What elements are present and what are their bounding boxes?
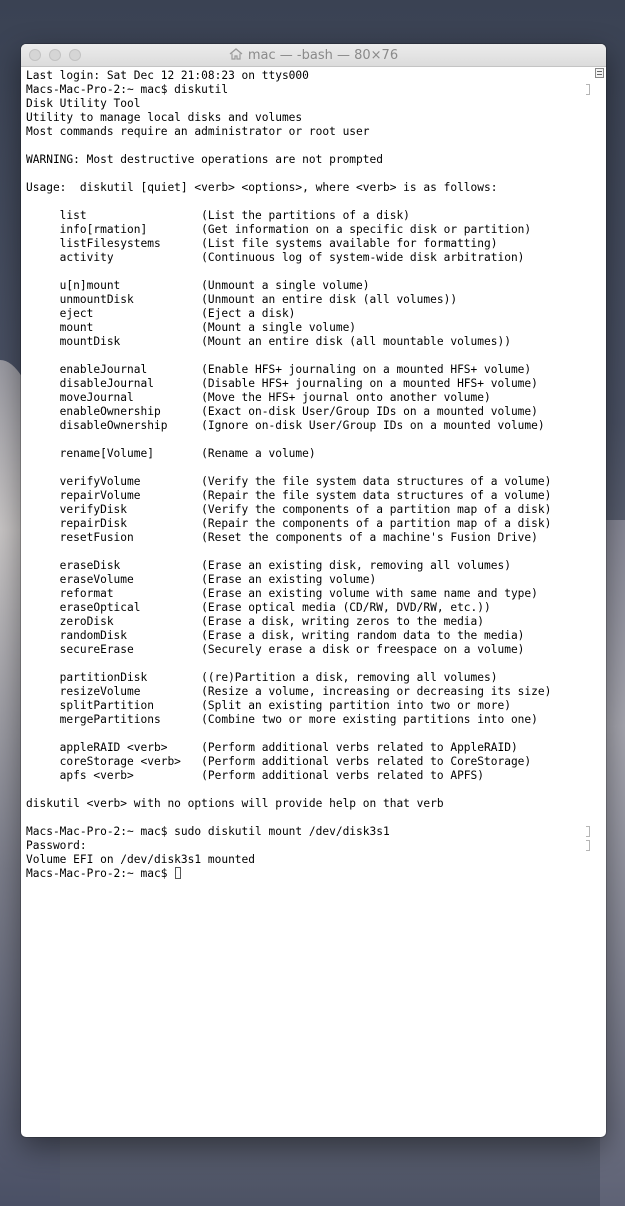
- terminal-line: zeroDisk (Erase a disk, writing zeros to the media): [26, 615, 485, 628]
- terminal-line: [26, 195, 606, 209]
- terminal-line: eject (Eject a disk): [26, 307, 296, 320]
- terminal-prompt-line[interactable]: [26, 867, 606, 881]
- terminal-line: [26, 545, 606, 559]
- terminal-line: [26, 727, 606, 741]
- terminal-line: enableOwnership (Exact on-disk User/Group IDs on a mounted volume): [26, 405, 538, 418]
- terminal-line: activity (Continuous log of system-wide disk arbitration): [26, 251, 525, 264]
- terminal-line: splitPartition (Split an existing partition into two or more): [26, 699, 511, 712]
- terminal-line: Most commands require an administrator or root user: [26, 125, 370, 138]
- terminal-line: [26, 349, 606, 363]
- terminal-line: Password:: [26, 839, 87, 852]
- terminal-line: [26, 139, 606, 153]
- terminal-line: repairVolume (Repair the file system data structures of a volume): [26, 489, 552, 502]
- terminal-line: resizeVolume (Resize a volume, increasing or decreasing its size): [26, 685, 552, 698]
- home-icon: [229, 48, 243, 60]
- terminal-line: moveJournal (Move the HFS+ journal onto another volume): [26, 391, 491, 404]
- terminal-line: diskutil <verb> with no options will provide help on that verb: [26, 797, 444, 810]
- terminal-line: resetFusion (Reset the components of a machine's Fusion Drive): [26, 531, 538, 544]
- terminal-line: reformat (Erase an existing volume with same name and type): [26, 587, 538, 600]
- terminal-line: listFilesystems (List file systems available for formatting): [26, 237, 498, 250]
- terminal-line: [26, 265, 606, 279]
- terminal-line: Usage: diskutil [quiet] <verb> <options>, where <verb> is as follows:: [26, 181, 498, 194]
- terminal-line: partitionDisk ((re)Partition a disk, removing all volumes): [26, 671, 498, 684]
- terminal-line: [26, 811, 606, 825]
- terminal-line: info[rmation] (Get information on a specific disk or partition): [26, 223, 532, 236]
- terminal-line: disableJournal (Disable HFS+ journaling on a mounted HFS+ volume): [26, 377, 538, 390]
- terminal-line: mountDisk (Mount an entire disk (all mountable volumes)): [26, 335, 511, 348]
- terminal-line: list (List the partitions of a disk): [26, 209, 410, 222]
- terminal-line: Disk Utility Tool: [26, 97, 141, 110]
- window-title: [21, 48, 606, 63]
- terminal-line: Macs-Mac-Pro-2:~ mac$ sudo diskutil mount /dev/disk3s1: [26, 825, 390, 838]
- terminal-line: u[n]mount (Unmount a single volume): [26, 279, 370, 292]
- terminal-line: verifyDisk (Verify the components of a partition map of a disk): [26, 503, 552, 516]
- terminal-line: Macs-Mac-Pro-2:~ mac$ diskutil: [26, 83, 229, 96]
- terminal-line: Last login: Sat Dec 12 21:08:23 on ttys000: [26, 69, 309, 82]
- terminal-line: Utility to manage local disks and volumes: [26, 111, 303, 124]
- terminal-line: [26, 433, 606, 447]
- terminal-line: apfs <verb> (Perform additional verbs related to APFS): [26, 769, 485, 782]
- terminal-line: randomDisk (Erase a disk, writing random data to the media): [26, 629, 525, 642]
- terminal-line: appleRAID <verb> (Perform additional verbs related to AppleRAID): [26, 741, 518, 754]
- terminal-line: Volume EFI on /dev/disk3s1 mounted: [26, 853, 256, 866]
- prompt-text: Macs-Mac-Pro-2:~ mac$: [26, 867, 175, 880]
- terminal-window: [21, 44, 606, 1137]
- terminal-line: unmountDisk (Unmount an entire disk (all volumes)): [26, 293, 458, 306]
- terminal-line: enableJournal (Enable HFS+ journaling on a mounted HFS+ volume): [26, 363, 532, 376]
- terminal-line: rename[Volume] (Rename a volume): [26, 447, 316, 460]
- terminal-line: [26, 167, 606, 181]
- terminal-line: eraseDisk (Erase an existing disk, removing all volumes): [26, 559, 511, 572]
- terminal-line: verifyVolume (Verify the file system data structures of a volume): [26, 475, 552, 488]
- terminal-line: secureErase (Securely erase a disk or freespace on a volume): [26, 643, 525, 656]
- terminal-line: mount (Mount a single volume): [26, 321, 357, 334]
- terminal-line: coreStorage <verb> (Perform additional verbs related to CoreStorage): [26, 755, 532, 768]
- terminal-line: disableOwnership (Ignore on-disk User/Group IDs on a mounted volume): [26, 419, 545, 432]
- text-cursor: [175, 867, 181, 879]
- terminal-line: eraseVolume (Erase an existing volume): [26, 573, 377, 586]
- title-bar[interactable]: [21, 44, 606, 67]
- window-title-text: mac — -bash — 80×76: [247, 48, 399, 63]
- terminal-line: repairDisk (Repair the components of a partition map of a disk): [26, 517, 552, 530]
- terminal-line: [26, 783, 606, 797]
- terminal-line: eraseOptical (Erase optical media (CD/RW, DVD/RW, etc.)): [26, 601, 491, 614]
- terminal-output[interactable]: [21, 67, 606, 1137]
- terminal-line: [26, 657, 606, 671]
- terminal-line: mergePartitions (Combine two or more existing partitions into one): [26, 713, 538, 726]
- terminal-line: WARNING: Most destructive operations are not prompted: [26, 153, 383, 166]
- terminal-line: [26, 461, 606, 475]
